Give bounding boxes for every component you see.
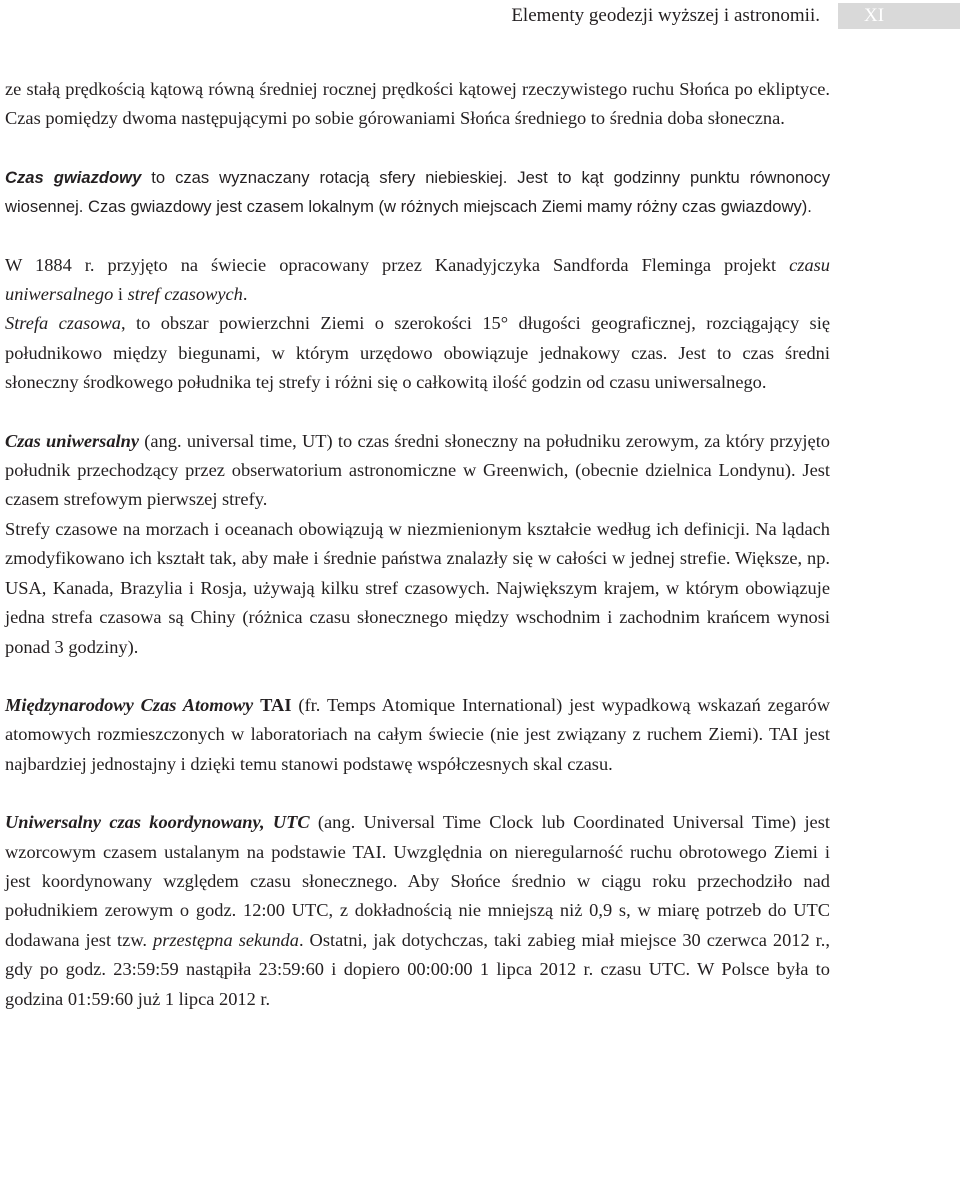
term-tai: Międzynarodowy Czas Atomowy bbox=[5, 694, 254, 715]
term-time-zone: Strefa czasowa bbox=[5, 313, 121, 334]
paragraph-text: (fr. Temps Atomique International) jest wypadkową wskazań zegarów atomowych rozmieszczonych w laboratoriach na całym świecie (nie jest związany z ruchem Ziemi). TAI jest najbardziej jednostajny i dzięki temu stanowi podstawę współczesnych skal czasu. bbox=[5, 694, 830, 774]
paragraph-text: , to obszar powierzchni Ziemi o szerokości 15° długości geograficznej, rozciągający się południkowo między biegunami, w którym urzędowo obowiązuje jednakowy czas. Jest to czas średni słoneczny środkowego południka tej strefy i różni się o całkowitą ilość godzin od czasu uniwersalnego. bbox=[5, 313, 830, 393]
term-utc: Uniwersalny czas koordynowany, UTC bbox=[5, 812, 310, 833]
paragraph-text: (ang. Universal Time Clock lub Coordinated Universal Time) jest wzorcowym czasem ustalanym na podstawie TAI. Uwzględnia on nieregularność ruchu obrotowego Ziemi i jest koordynowany względem czasu słonecznego. Aby Słońce średnio w ciągu roku przechodziło nad południkiem zerowym o godz. 12:00 UTC, z dokładnością nie mniejszą niż 0,9 s, w miarę potrzeb do UTC dodawana jest tzw. bbox=[5, 812, 830, 950]
paragraph-text: i bbox=[113, 284, 128, 305]
term-tai-abbr: TAI bbox=[260, 694, 292, 715]
paragraph-text: Strefy czasowe na morzach i oceanach obowiązują w niezmienionym kształcie według ich definicji. Na lądach zmodyfikowano ich kształt tak, aby małe i średnie państwa znalazły się w całości w jednej strefie. Większe, np. USA, Kanada, Brazylia i Rosja, używają kilku stref czasowych. Największym krajem, w którym obowiązuje jedna strefa czasowa są Chiny (różnica czasu słonecznego między wschodnim i zachodnim krańcem wynosi ponad 3 godziny). bbox=[5, 518, 830, 657]
paragraph-tai bbox=[5, 691, 830, 779]
term-leap-second: przestępna sekunda bbox=[153, 929, 299, 950]
paragraph-zones-shape bbox=[5, 515, 830, 662]
term-time-zones: stref czasowych bbox=[127, 284, 243, 305]
paragraph-text: . Ostatni, jak dotychczas, taki zabieg miał miejsce 30 czerwca 2012 r., gdy po godz. 23:59:59 nastąpiła 23:59:60 i dopiero 00:00:00 1 lipca 2012 r. czasu UTC. W Polsce była to godzina 01:59:60 już 1 lipca 2012 r. bbox=[5, 929, 830, 1009]
paragraph-text: to czas wyznaczany rotacją sfery niebieskiej. Jest to kąt godzinny punktu równonocy wiosennej. Czas gwiazdowy jest czasem lokalnym (w różnych miejscach Ziemi mamy różny czas gwiazdowy). bbox=[5, 167, 831, 217]
paragraph-1884 bbox=[5, 251, 830, 310]
paragraph-text: . bbox=[242, 284, 248, 305]
paragraph-text: (ang. universal time, UT) to czas średni słoneczny na południku zerowym, za który przyjęto południk przechodzący przez obserwatorium astronomiczne w Greenwich, (obecnie dzielnica Londynu). Jest czasem strefowym pierwszej strefy. bbox=[5, 430, 830, 510]
paragraph-utc bbox=[5, 808, 830, 1014]
page-header bbox=[0, 0, 960, 34]
term-universal-time-bold: Czas uniwersalny bbox=[5, 430, 140, 451]
paragraph-sidereal-time bbox=[5, 163, 830, 222]
paragraph-text: W 1884 r. przyjęto na świecie opracowany przez Kanadyjczyka Sandforda Fleminga projekt bbox=[5, 254, 790, 275]
paragraph-text: ze stałą prędkością kątową równą średniej rocznej prędkości kątowej rzeczywistego ruchu Słońca po ekliptyce. Czas pomiędzy dwoma następującymi po sobie górowaniami Słońca średniego to średnia doba słoneczna. bbox=[5, 79, 830, 129]
paragraph-mean-solar-day bbox=[5, 75, 830, 134]
paragraph-universal-time bbox=[5, 427, 830, 515]
term-universal-time: czasu uniwersalnego bbox=[5, 254, 830, 305]
document-body bbox=[5, 75, 830, 1014]
page-number-box bbox=[838, 3, 960, 29]
term-sidereal-time: Czas gwiazdowy bbox=[5, 167, 142, 187]
header-title: Elementy geodezji wyższej i astronomii. bbox=[511, 5, 820, 26]
paragraph-time-zone bbox=[5, 309, 830, 397]
page-number: XI bbox=[864, 5, 885, 26]
